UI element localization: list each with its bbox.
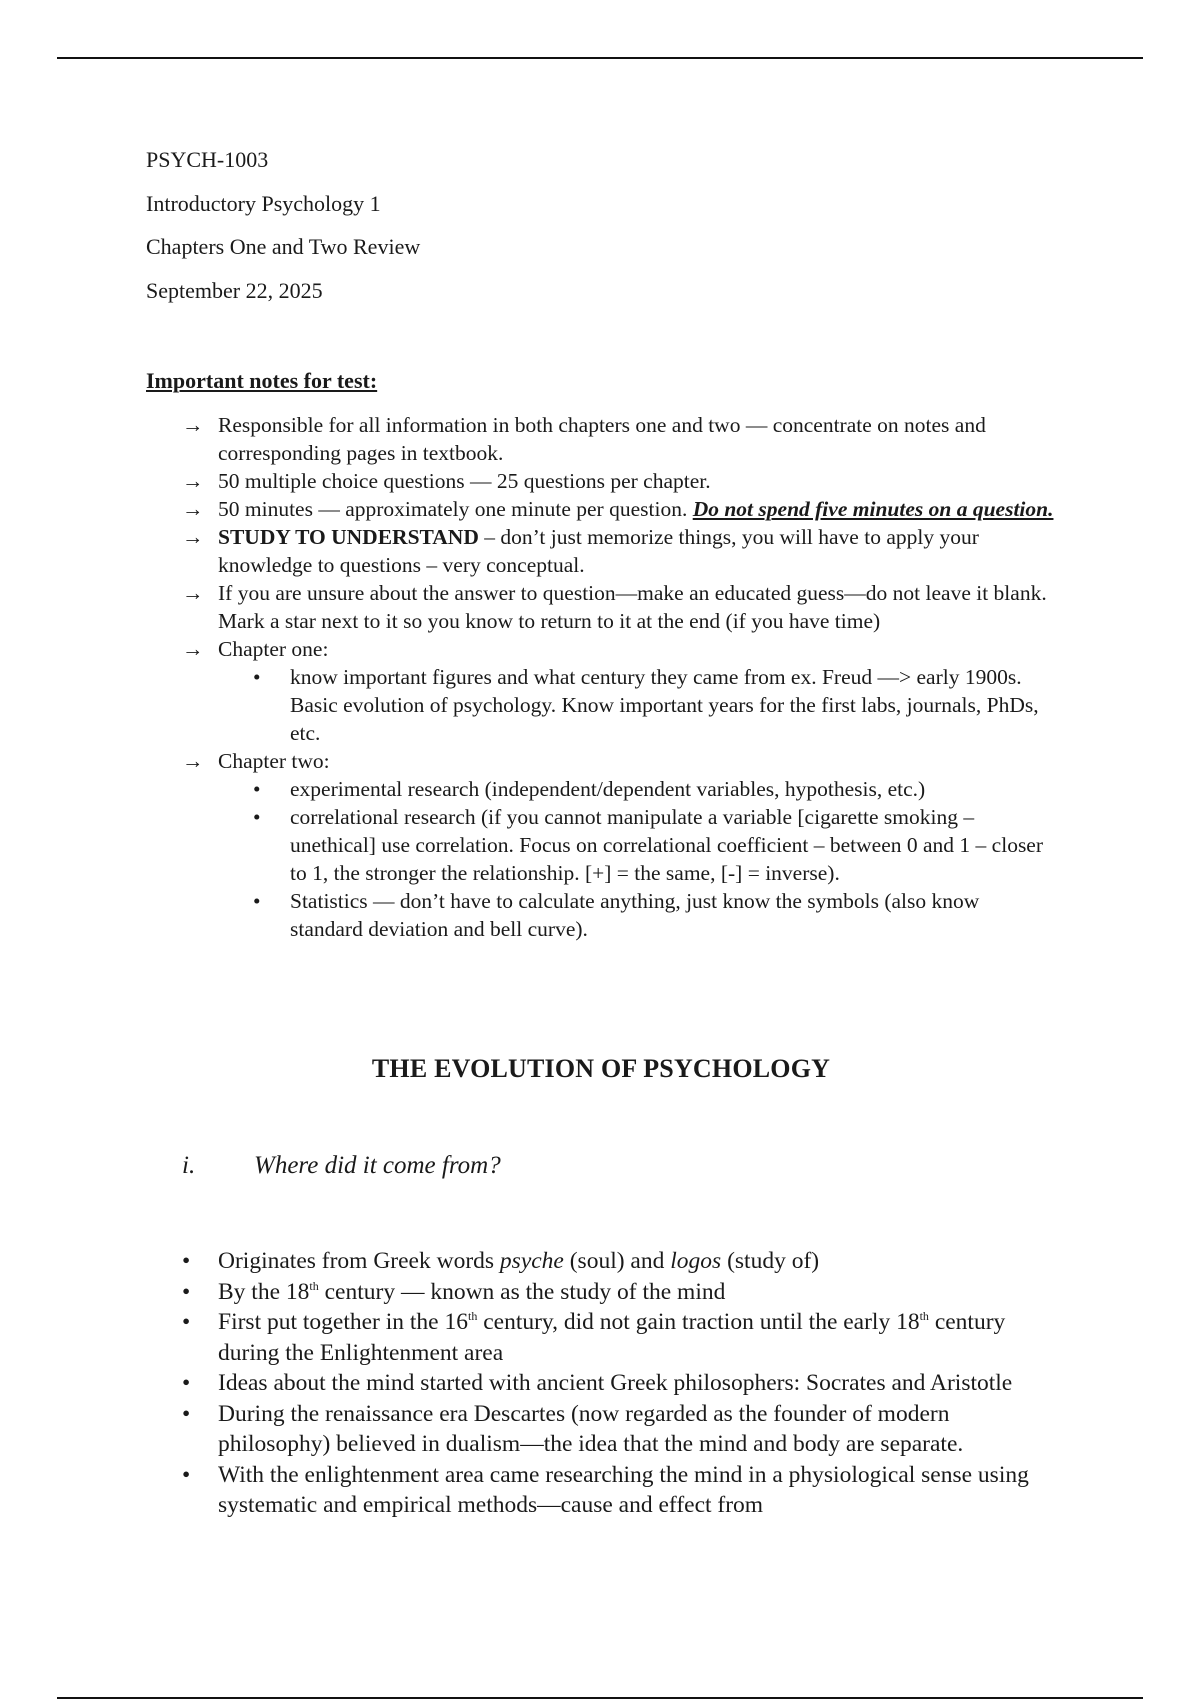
ordinal-suffix: th: [309, 1278, 319, 1293]
sub-bullet-text: correlational research (if you cannot manipulate a variable [cigarette smoking – unethical] use correlation. Focus on correlational coefficient – between 0 and 1 – closer to 1, the stronger the relationship. [+] = the same, [-] = inverse).: [290, 805, 1044, 885]
review-topic: Chapters One and Two Review: [146, 234, 421, 259]
sub-bullet: [146, 663, 1056, 747]
bullet-icon: •: [253, 805, 261, 829]
history-item: [146, 1368, 1056, 1399]
course-name: Introductory Psychology 1: [146, 191, 381, 216]
note-item-chapter-two: [146, 747, 1056, 775]
bullet-icon: •: [182, 1309, 191, 1335]
bullet-icon: •: [253, 889, 261, 913]
history-text: By the 18: [218, 1278, 310, 1305]
course-code: PSYCH-1003: [146, 147, 269, 172]
sub-bullet: [146, 887, 1056, 943]
history-item: [146, 1399, 1056, 1460]
bullet-icon: •: [253, 665, 261, 689]
term-psyche: psyche: [499, 1248, 564, 1274]
history-text: With the enlightenment area came researching the mind in a physiological sense using systematic and empirical methods—cause and effect from: [218, 1461, 1029, 1518]
sub-bullet: [146, 803, 1056, 887]
history-item: [146, 1246, 1056, 1277]
section-title: THE EVOLUTION OF PSYCHOLOGY: [371, 1054, 831, 1083]
history-text: During the renaissance era Descartes (now regarded as the founder of modern philosophy) believed in dualism—the idea that the mind and body are separate.: [218, 1400, 964, 1457]
sub-bullet: [146, 775, 1056, 803]
test-notes-list: [146, 411, 1056, 943]
arrow-icon: →: [182, 525, 204, 549]
arrow-icon: →: [182, 469, 204, 493]
bullet-icon: •: [182, 1248, 191, 1274]
note-emphasis: Do not spend five minutes on a question.: [692, 497, 1054, 521]
note-item: [146, 467, 1056, 495]
notes-heading: Important notes for test:: [146, 368, 378, 393]
history-text: First put together in the 16: [218, 1309, 468, 1335]
note-item: [146, 411, 1056, 467]
history-item: [146, 1460, 1056, 1521]
history-text: (study of): [721, 1248, 820, 1274]
subsection-title: Where did it come from?: [254, 1152, 501, 1179]
sub-bullet-text: experimental research (independent/dependent variables, hypothesis, etc.): [290, 777, 926, 801]
history-item: [146, 1277, 1056, 1308]
bullet-icon: •: [182, 1278, 191, 1305]
bullet-icon: •: [182, 1400, 191, 1427]
note-item-chapter-one: [146, 635, 1056, 663]
history-text: Ideas about the mind started with ancient Greek philosophers: Socrates and Aristotle: [218, 1370, 1013, 1396]
chapter-one-label: Chapter one:: [218, 637, 329, 661]
bullet-icon: •: [182, 1370, 191, 1396]
note-text: 50 minutes — approximately one minute per question.: [218, 497, 693, 521]
ordinal-suffix: th: [919, 1309, 929, 1324]
subsection-numeral: i.: [182, 1152, 196, 1179]
history-text: century, did not gain traction until the early 18: [477, 1309, 920, 1335]
history-text: Originates from Greek words: [218, 1248, 500, 1274]
document-date: September 22, 2025: [146, 278, 323, 303]
bottom-rule: [57, 1697, 1143, 1699]
history-item: [146, 1307, 1056, 1368]
term-logos: logos: [670, 1248, 722, 1274]
note-text: If you are unsure about the answer to question—make an educated guess—do not leave it blank. Mark a star next to it so you know to return to it at the end (if you have time): [218, 581, 1047, 633]
note-item: [146, 523, 1056, 579]
arrow-icon: →: [182, 413, 204, 437]
chapter-two-label: Chapter two:: [218, 749, 330, 773]
ordinal-suffix: th: [468, 1309, 478, 1324]
note-text: 50 multiple choice questions — 25 questions per chapter.: [218, 469, 711, 493]
history-bullet-list: [146, 1246, 1056, 1521]
note-bold-text: STUDY TO UNDERSTAND: [218, 525, 479, 549]
note-item: [146, 579, 1056, 635]
bullet-icon: •: [253, 777, 261, 801]
arrow-icon: →: [182, 497, 204, 521]
history-text: century during the Enlightenment area: [218, 1309, 1006, 1366]
arrow-icon: →: [182, 749, 204, 773]
note-item: [146, 495, 1056, 523]
top-rule: [57, 57, 1143, 59]
arrow-icon: →: [182, 581, 204, 605]
history-text: century — known as the study of the mind: [318, 1278, 726, 1305]
history-text: (soul) and: [563, 1248, 671, 1274]
sub-bullet-text: Statistics — don’t have to calculate anything, just know the symbols (also know standard deviation and bell curve).: [290, 889, 980, 941]
sub-bullet-text: know important figures and what century they came from ex. Freud —> early 1900s. Basic evolution of psychology. Know important years for the first labs, journals, PhDs, etc.: [290, 665, 1039, 745]
note-text: Responsible for all information in both chapters one and two — concentrate on notes and corresponding pages in textbook.: [218, 413, 986, 465]
arrow-icon: →: [182, 637, 204, 661]
bullet-icon: •: [182, 1461, 191, 1488]
note-text: – don’t just memorize things, you will have to apply your knowledge to questions – very conceptual.: [218, 525, 979, 577]
